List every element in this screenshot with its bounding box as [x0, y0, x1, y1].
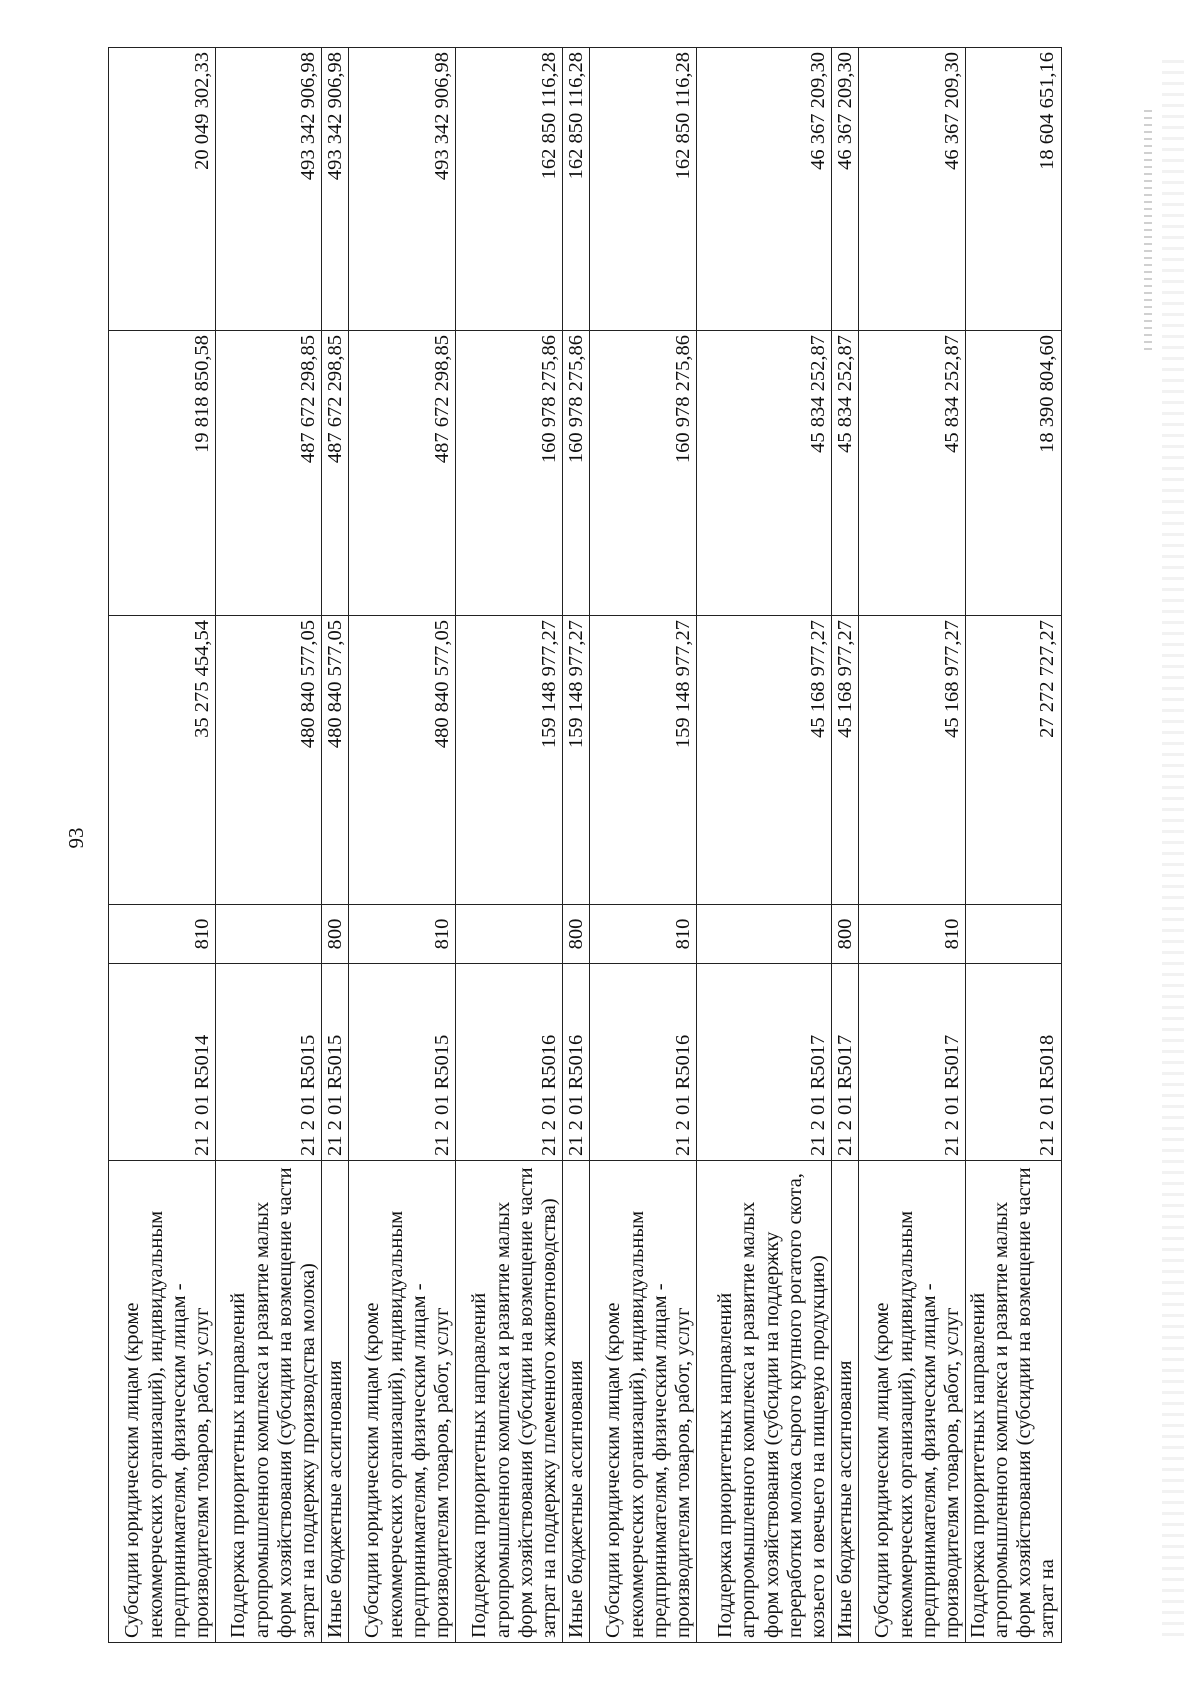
row-value-3-cell: 20 049 302,33	[109, 48, 216, 331]
table-row	[966, 48, 1062, 1643]
row-code-cell: 21 2 01 R5018	[966, 964, 1062, 1161]
table-row	[697, 48, 832, 1643]
table-row	[832, 48, 859, 1643]
table-row	[349, 48, 456, 1643]
row-name-cell: Субсидии юридическим лицам (кроме некоммерческих организаций), индивидуальным предпринимателям, физическим лицам - производителям товаров, работ, услуг	[590, 1161, 697, 1643]
row-type-cell	[456, 905, 563, 964]
table-row	[109, 48, 216, 1643]
row-value-2-cell: 160 978 275,86	[456, 331, 563, 616]
row-code-cell: 21 2 01 R5015	[322, 964, 349, 1161]
page-number: 93	[63, 827, 88, 849]
row-value-2-cell: 487 672 298,85	[322, 331, 349, 616]
row-name-cell: Поддержка приоритетных направлений агропромышленного комплекса и развитие малых форм хозяйствования (субсидии на поддержку переработки молока сырого крупного рогатого скота, козьего и овечьего на пищевую продукцию)	[697, 1161, 832, 1643]
row-type-cell: 810	[109, 905, 216, 964]
row-value-1-cell: 45 168 977,27	[859, 616, 966, 905]
row-name-cell: Поддержка приоритетных направлений агропромышленного комплекса и развитие малых форм хозяйствования (субсидии на возмещение части затрат на	[966, 1161, 1062, 1643]
row-value-2-cell: 45 834 252,87	[832, 331, 859, 616]
row-type-cell: 800	[563, 905, 590, 964]
budget-table	[108, 47, 1062, 1643]
row-value-3-cell: 162 850 116,28	[563, 48, 590, 331]
row-value-3-cell: 493 342 906,98	[322, 48, 349, 331]
row-name-cell: Субсидии юридическим лицам (кроме некоммерческих организаций), индивидуальным предпринимателям, физическим лицам - производителям товаров, работ, услуг	[859, 1161, 966, 1643]
row-name-cell: Иные бюджетные ассигнования	[563, 1161, 590, 1643]
row-type-cell: 810	[349, 905, 456, 964]
row-code-cell: 21 2 01 R5016	[590, 964, 697, 1161]
row-type-cell: 810	[590, 905, 697, 964]
row-value-3-cell: 162 850 116,28	[590, 48, 697, 331]
row-code-cell: 21 2 01 R5014	[109, 964, 216, 1161]
row-value-1-cell: 35 275 454,54	[109, 616, 216, 905]
row-value-1-cell: 159 148 977,27	[563, 616, 590, 905]
table-row	[859, 48, 966, 1643]
row-type-cell	[966, 905, 1062, 964]
row-name-cell: Иные бюджетные ассигнования	[322, 1161, 349, 1643]
row-code-cell: 21 2 01 R5016	[456, 964, 563, 1161]
row-value-2-cell: 487 672 298,85	[216, 331, 322, 616]
row-value-1-cell: 45 168 977,27	[832, 616, 859, 905]
row-value-1-cell: 480 840 577,05	[349, 616, 456, 905]
scan-dots-artifact	[1144, 110, 1152, 350]
table-row	[216, 48, 322, 1643]
row-type-cell: 810	[859, 905, 966, 964]
row-value-3-cell: 46 367 209,30	[859, 48, 966, 331]
row-value-1-cell: 27 272 727,27	[966, 616, 1062, 905]
row-code-cell: 21 2 01 R5017	[859, 964, 966, 1161]
row-value-3-cell: 18 604 651,16	[966, 48, 1062, 331]
row-name-cell: Поддержка приоритетных направлений агропромышленного комплекса и развитие малых форм хозяйствования (субсидии на возмещение части затрат на поддержку племенного животноводства)	[456, 1161, 563, 1643]
row-type-cell	[697, 905, 832, 964]
scan-edge-artifact	[1162, 60, 1184, 1640]
row-type-cell: 800	[832, 905, 859, 964]
row-name-cell: Иные бюджетные ассигнования	[832, 1161, 859, 1643]
row-value-2-cell: 45 834 252,87	[697, 331, 832, 616]
table-row	[590, 48, 697, 1643]
row-value-1-cell: 45 168 977,27	[697, 616, 832, 905]
row-code-cell: 21 2 01 R5016	[563, 964, 590, 1161]
row-code-cell: 21 2 01 R5015	[349, 964, 456, 1161]
row-type-cell: 800	[322, 905, 349, 964]
row-value-1-cell: 480 840 577,05	[322, 616, 349, 905]
rotated-page-content	[108, 48, 1110, 1643]
row-name-cell: Поддержка приоритетных направлений агропромышленного комплекса и развитие малых форм хозяйствования (субсидии на возмещение части затрат на поддержку производства молока)	[216, 1161, 322, 1643]
row-code-cell: 21 2 01 R5017	[832, 964, 859, 1161]
row-value-2-cell: 18 390 804,60	[966, 331, 1062, 616]
row-code-cell: 21 2 01 R5015	[216, 964, 322, 1161]
row-type-cell	[216, 905, 322, 964]
table-row	[563, 48, 590, 1643]
row-value-1-cell: 159 148 977,27	[590, 616, 697, 905]
row-value-3-cell: 493 342 906,98	[349, 48, 456, 331]
row-code-cell: 21 2 01 R5017	[697, 964, 832, 1161]
row-value-1-cell: 159 148 977,27	[456, 616, 563, 905]
row-value-2-cell: 160 978 275,86	[563, 331, 590, 616]
row-value-3-cell: 46 367 209,30	[832, 48, 859, 331]
row-name-cell: Субсидии юридическим лицам (кроме некоммерческих организаций), индивидуальным предпринимателям, физическим лицам - производителям товаров, работ, услуг	[349, 1161, 456, 1643]
row-value-3-cell: 162 850 116,28	[456, 48, 563, 331]
row-value-1-cell: 480 840 577,05	[216, 616, 322, 905]
row-value-3-cell: 46 367 209,30	[697, 48, 832, 331]
row-value-2-cell: 160 978 275,86	[590, 331, 697, 616]
table-row	[322, 48, 349, 1643]
row-name-cell: Субсидии юридическим лицам (кроме некоммерческих организаций), индивидуальным предпринимателям, физическим лицам - производителям товаров, работ, услуг	[109, 1161, 216, 1643]
row-value-2-cell: 45 834 252,87	[859, 331, 966, 616]
row-value-2-cell: 487 672 298,85	[349, 331, 456, 616]
row-value-2-cell: 19 818 850,58	[109, 331, 216, 616]
row-value-3-cell: 493 342 906,98	[216, 48, 322, 331]
table-row	[456, 48, 563, 1643]
